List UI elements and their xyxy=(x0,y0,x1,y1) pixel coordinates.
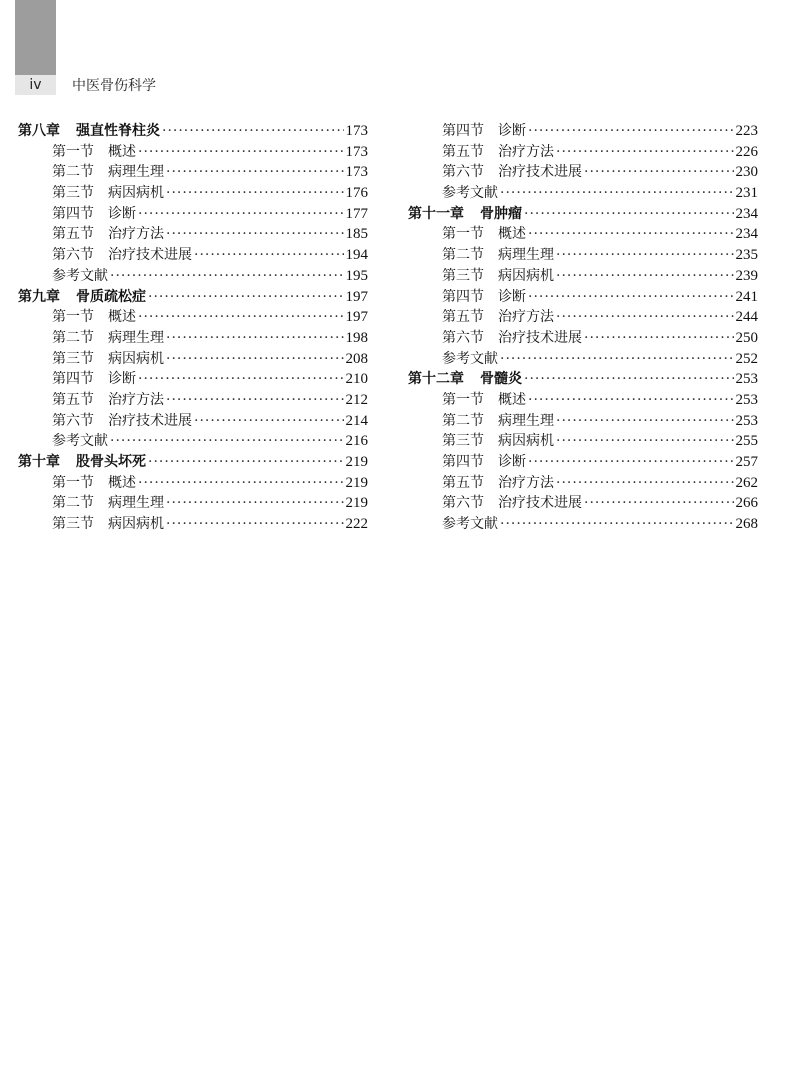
toc-section-entry[interactable] xyxy=(408,307,758,328)
toc-chapter-entry[interactable] xyxy=(408,204,758,225)
entry-page-number: 222 xyxy=(345,516,368,533)
entry-label: 第九章 xyxy=(18,288,60,305)
entry-label: 第三节 xyxy=(442,267,484,284)
entry-label: 第四节 xyxy=(442,123,484,139)
entry-title: 骨髓炎 xyxy=(480,371,522,388)
entry-page-number: 257 xyxy=(735,454,758,470)
dot-leader xyxy=(528,390,734,411)
toc-section-entry[interactable] xyxy=(18,411,368,432)
entry-page-number: 176 xyxy=(345,185,368,202)
entry-page-number: 216 xyxy=(345,433,368,450)
dot-leader xyxy=(138,369,344,390)
entry-title: 诊断 xyxy=(108,371,136,388)
dot-leader xyxy=(556,307,734,328)
entry-page-number: 197 xyxy=(345,288,368,305)
entry-title: 参考文献 xyxy=(52,267,108,284)
entry-page-number: 234 xyxy=(735,226,758,243)
entry-page-number: 223 xyxy=(735,123,758,139)
entry-page-number: 194 xyxy=(345,247,368,264)
entry-label: 第十章 xyxy=(18,454,60,470)
entry-title: 病因病机 xyxy=(108,185,164,202)
entry-label: 第四节 xyxy=(52,205,94,222)
toc-section-entry[interactable] xyxy=(408,183,758,204)
dot-leader xyxy=(556,245,734,266)
entry-label: 第一节 xyxy=(442,226,484,243)
entry-title: 治疗方法 xyxy=(108,226,164,243)
toc-section-entry[interactable] xyxy=(408,431,758,452)
entry-page-number: 226 xyxy=(735,143,758,160)
entry-page-number: 195 xyxy=(345,267,368,284)
entry-label: 第五节 xyxy=(52,226,94,243)
dot-leader xyxy=(500,349,734,370)
entry-page-number: 177 xyxy=(345,205,368,222)
page-tab-marker xyxy=(15,0,56,75)
dot-leader xyxy=(138,204,344,225)
dot-leader xyxy=(166,162,344,183)
entry-page-number: 253 xyxy=(735,371,758,388)
entry-page-number: 173 xyxy=(345,164,368,181)
entry-label: 第一节 xyxy=(442,391,484,408)
entry-title: 骨肿瘤 xyxy=(480,205,522,222)
dot-leader xyxy=(528,287,734,308)
entry-title: 概述 xyxy=(498,226,526,243)
toc-section-entry[interactable] xyxy=(18,431,368,452)
dot-leader xyxy=(148,452,344,473)
dot-leader xyxy=(524,204,734,225)
toc-section-entry[interactable] xyxy=(18,204,368,225)
entry-label: 第六节 xyxy=(442,164,484,181)
toc-section-entry[interactable] xyxy=(18,245,368,266)
entry-title: 参考文献 xyxy=(442,350,498,367)
entry-page-number: 173 xyxy=(345,123,368,139)
toc-section-entry[interactable] xyxy=(18,349,368,370)
entry-title: 骨质疏松症 xyxy=(76,288,146,305)
entry-title: 参考文献 xyxy=(442,185,498,202)
entry-label: 第六节 xyxy=(52,247,94,264)
entry-title: 概述 xyxy=(108,143,136,160)
entry-title: 诊断 xyxy=(108,205,136,222)
toc-section-entry[interactable] xyxy=(18,307,368,328)
dot-leader xyxy=(528,452,734,473)
entry-title: 治疗技术进展 xyxy=(498,495,582,512)
dot-leader xyxy=(166,224,344,245)
entry-title: 参考文献 xyxy=(52,433,108,450)
entry-page-number: 231 xyxy=(735,185,758,202)
entry-page-number: 197 xyxy=(345,309,368,326)
dot-leader xyxy=(556,431,734,452)
toc-section-entry[interactable] xyxy=(18,162,368,183)
entry-page-number: 255 xyxy=(735,433,758,450)
entry-label: 第八章 xyxy=(18,123,60,139)
toc-section-entry[interactable] xyxy=(408,452,758,473)
toc-section-entry[interactable] xyxy=(18,390,368,411)
entry-title: 病理生理 xyxy=(498,412,554,429)
entry-title: 病因病机 xyxy=(108,350,164,367)
toc-column-left xyxy=(18,121,368,535)
dot-leader xyxy=(110,431,344,452)
entry-page-number: 208 xyxy=(345,350,368,367)
entry-label: 第三节 xyxy=(52,185,94,202)
toc-section-entry[interactable] xyxy=(18,514,368,535)
entry-label: 第四节 xyxy=(52,371,94,388)
dot-leader xyxy=(194,245,344,266)
toc-section-entry[interactable] xyxy=(408,349,758,370)
dot-leader xyxy=(556,473,734,494)
toc-section-entry[interactable] xyxy=(408,328,758,349)
dot-leader xyxy=(138,142,344,163)
dot-leader xyxy=(194,411,344,432)
entry-label: 第五节 xyxy=(52,391,94,408)
toc-section-entry[interactable] xyxy=(18,183,368,204)
entry-label: 第三节 xyxy=(52,350,94,367)
toc-section-entry[interactable] xyxy=(408,493,758,514)
dot-leader xyxy=(166,328,344,349)
dot-leader xyxy=(556,411,734,432)
toc-section-entry[interactable] xyxy=(408,514,758,535)
toc-section-entry[interactable] xyxy=(408,121,758,142)
entry-page-number: 235 xyxy=(735,247,758,264)
entry-title: 参考文献 xyxy=(442,516,498,533)
entry-title: 诊断 xyxy=(498,454,526,470)
entry-label: 第二节 xyxy=(52,495,94,512)
toc-chapter-entry[interactable] xyxy=(18,287,368,308)
dot-leader xyxy=(166,493,344,514)
entry-label: 第二节 xyxy=(52,164,94,181)
entry-label: 第十一章 xyxy=(408,205,464,222)
entry-page-number: 241 xyxy=(735,288,758,305)
entry-title: 病理生理 xyxy=(108,164,164,181)
entry-label: 第三节 xyxy=(52,516,94,533)
dot-leader xyxy=(528,224,734,245)
entry-page-number: 266 xyxy=(735,495,758,512)
dot-leader xyxy=(166,514,344,535)
entry-page-number: 219 xyxy=(345,454,368,470)
entry-page-number: 214 xyxy=(345,412,368,429)
entry-label: 第一节 xyxy=(52,309,94,326)
entry-page-number: 219 xyxy=(345,495,368,512)
entry-label: 第四节 xyxy=(442,288,484,305)
toc-section-entry[interactable] xyxy=(18,266,368,287)
entry-title: 治疗技术进展 xyxy=(498,164,582,181)
dot-leader xyxy=(584,328,734,349)
page-number: iv xyxy=(15,75,56,95)
entry-label: 第一节 xyxy=(52,143,94,160)
entry-page-number: 250 xyxy=(735,329,758,346)
dot-leader xyxy=(556,142,734,163)
entry-title: 概述 xyxy=(108,309,136,326)
entry-page-number: 268 xyxy=(735,516,758,533)
toc-section-entry[interactable] xyxy=(408,390,758,411)
dot-leader xyxy=(166,390,344,411)
dot-leader xyxy=(166,183,344,204)
entry-page-number: 212 xyxy=(345,391,368,408)
entry-page-number: 253 xyxy=(735,412,758,429)
entry-page-number: 262 xyxy=(735,474,758,491)
toc-section-entry[interactable] xyxy=(408,266,758,287)
dot-leader xyxy=(148,287,344,308)
dot-leader xyxy=(110,266,344,287)
entry-page-number: 173 xyxy=(345,143,368,160)
entry-label: 第六节 xyxy=(442,495,484,512)
entry-label: 第六节 xyxy=(52,412,94,429)
entry-title: 诊断 xyxy=(498,123,526,139)
dot-leader xyxy=(138,473,344,494)
entry-page-number: 185 xyxy=(345,226,368,243)
entry-page-number: 253 xyxy=(735,391,758,408)
dot-leader xyxy=(162,121,344,142)
entry-title: 概述 xyxy=(108,474,136,491)
running-header-title: 中医骨伤科学 xyxy=(72,78,156,94)
toc-section-entry[interactable] xyxy=(18,369,368,390)
entry-title: 治疗方法 xyxy=(498,474,554,491)
entry-label: 第二节 xyxy=(442,247,484,264)
entry-title: 股骨头坏死 xyxy=(76,454,146,470)
dot-leader xyxy=(524,369,734,390)
entry-title: 病因病机 xyxy=(498,433,554,450)
entry-title: 治疗技术进展 xyxy=(108,412,192,429)
dot-leader xyxy=(584,162,734,183)
toc-section-entry[interactable] xyxy=(408,411,758,432)
entry-title: 治疗技术进展 xyxy=(498,329,582,346)
toc-section-entry[interactable] xyxy=(408,287,758,308)
dot-leader xyxy=(528,121,734,142)
dot-leader xyxy=(500,514,734,535)
entry-label: 第十二章 xyxy=(408,371,464,388)
entry-title: 强直性脊柱炎 xyxy=(76,123,160,139)
toc-chapter-entry[interactable] xyxy=(408,369,758,390)
toc-section-entry[interactable] xyxy=(408,162,758,183)
entry-title: 治疗技术进展 xyxy=(108,247,192,264)
dot-leader xyxy=(166,349,344,370)
dot-leader xyxy=(584,493,734,514)
entry-page-number: 198 xyxy=(345,329,368,346)
entry-page-number: 244 xyxy=(735,309,758,326)
toc-chapter-entry[interactable] xyxy=(18,452,368,473)
toc-chapter-entry[interactable] xyxy=(18,121,368,142)
toc-section-entry[interactable] xyxy=(408,142,758,163)
entry-title: 病因病机 xyxy=(498,267,554,284)
toc-section-entry[interactable] xyxy=(18,328,368,349)
entry-title: 病理生理 xyxy=(108,329,164,346)
entry-label: 第二节 xyxy=(442,412,484,429)
entry-page-number: 239 xyxy=(735,267,758,284)
dot-leader xyxy=(138,307,344,328)
entry-title: 治疗方法 xyxy=(498,309,554,326)
entry-title: 概述 xyxy=(498,391,526,408)
entry-label: 第三节 xyxy=(442,433,484,450)
entry-title: 病理生理 xyxy=(108,495,164,512)
entry-title: 病理生理 xyxy=(498,247,554,264)
toc-section-entry[interactable] xyxy=(18,224,368,245)
entry-label: 第五节 xyxy=(442,309,484,326)
toc-section-entry[interactable] xyxy=(408,224,758,245)
entry-page-number: 210 xyxy=(345,371,368,388)
entry-title: 治疗方法 xyxy=(108,391,164,408)
entry-page-number: 219 xyxy=(345,474,368,491)
entry-label: 第六节 xyxy=(442,329,484,346)
dot-leader xyxy=(556,266,734,287)
toc-section-entry[interactable] xyxy=(18,142,368,163)
toc-section-entry[interactable] xyxy=(18,473,368,494)
entry-label: 第五节 xyxy=(442,474,484,491)
dot-leader xyxy=(500,183,734,204)
entry-title: 病因病机 xyxy=(108,516,164,533)
toc-section-entry[interactable] xyxy=(408,473,758,494)
entry-label: 第一节 xyxy=(52,474,94,491)
entry-page-number: 230 xyxy=(735,164,758,181)
toc-section-entry[interactable] xyxy=(408,245,758,266)
entry-page-number: 252 xyxy=(735,350,758,367)
entry-label: 第四节 xyxy=(442,454,484,470)
entry-title: 诊断 xyxy=(498,288,526,305)
entry-label: 第五节 xyxy=(442,143,484,160)
entry-title: 治疗方法 xyxy=(498,143,554,160)
toc-section-entry[interactable] xyxy=(18,493,368,514)
entry-label: 第二节 xyxy=(52,329,94,346)
entry-page-number: 234 xyxy=(735,205,758,222)
toc-column-right xyxy=(408,121,758,535)
